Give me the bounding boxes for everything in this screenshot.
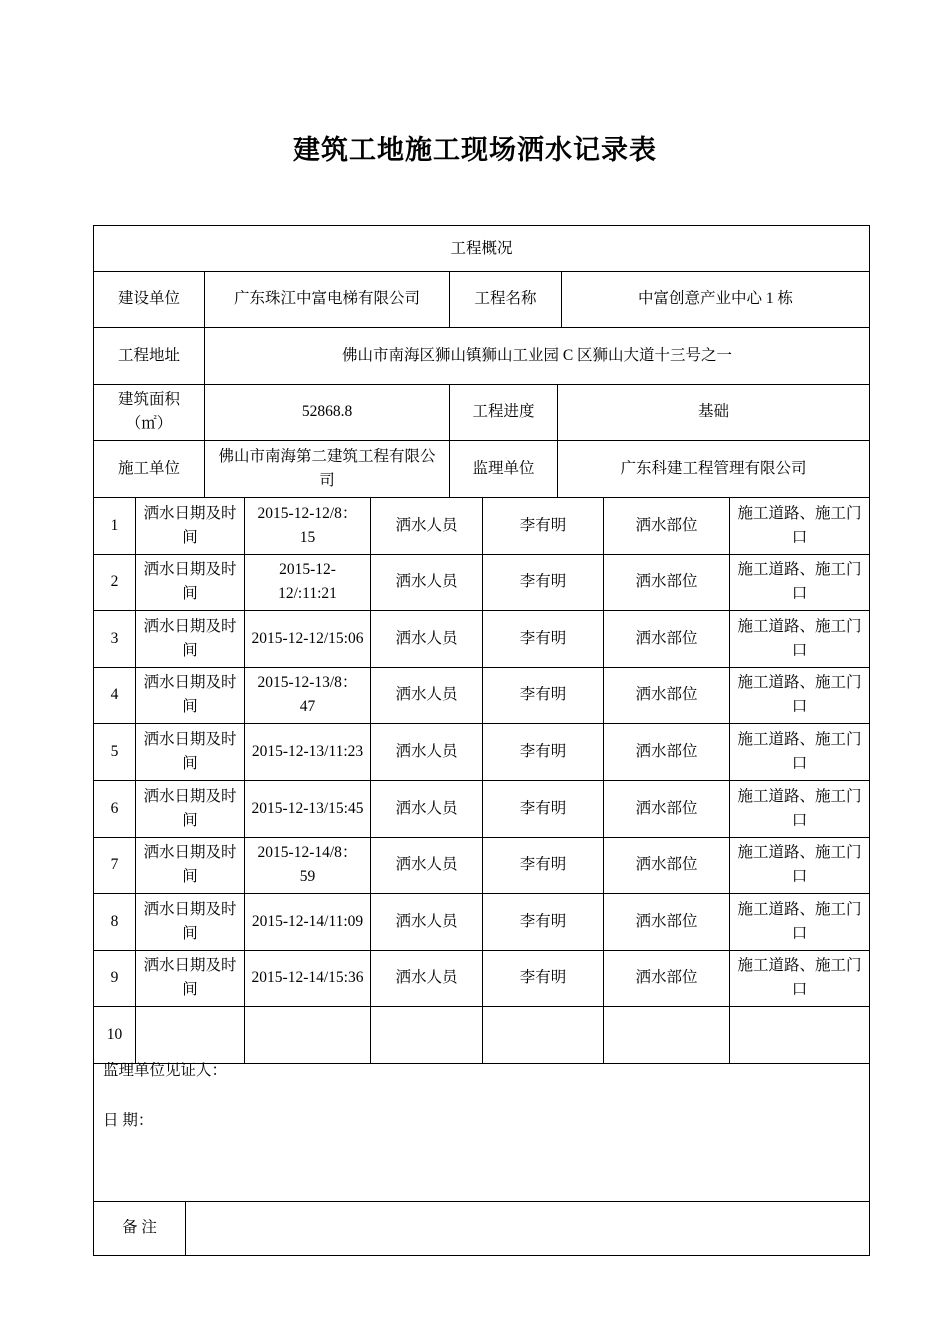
area-value: 52868.8 bbox=[301, 403, 353, 420]
date-label: 洒水日期及时间 bbox=[143, 844, 237, 885]
remarks-value bbox=[186, 1201, 869, 1255]
record-number: 4 bbox=[110, 686, 119, 703]
supervisor-value: 广东科建工程管理有限公司 bbox=[620, 459, 807, 477]
record-area: 施工道路、施工门口 bbox=[737, 674, 862, 715]
record-area: 施工道路、施工门口 bbox=[737, 617, 862, 659]
record-datetime: 2015-12-13/11:23 bbox=[251, 742, 364, 760]
overview-header: 工程概况 bbox=[450, 239, 513, 257]
person-label: 洒水人员 bbox=[395, 856, 458, 873]
area-label: 洒水部位 bbox=[635, 969, 698, 986]
person-label: 洒水人员 bbox=[395, 969, 458, 986]
builder-value: 广东珠江中富电梯有限公司 bbox=[233, 290, 420, 307]
record-person: 李有明 bbox=[519, 742, 567, 760]
area-label: 洒水部位 bbox=[635, 799, 698, 817]
record-number: 10 bbox=[106, 1025, 123, 1043]
record-area: 施工道路、施工门口 bbox=[737, 844, 862, 885]
date-label: 洒水日期及时间 bbox=[143, 504, 237, 546]
progress-label: 工程进度 bbox=[472, 403, 535, 420]
date-label: 洒水日期及时间 bbox=[143, 957, 237, 998]
record-number: 1 bbox=[110, 516, 119, 534]
area-label bbox=[604, 1006, 729, 1063]
record-person: 李有明 bbox=[519, 856, 567, 873]
person-label: 洒水人员 bbox=[395, 573, 458, 590]
address-value: 佛山市南海区狮山镇狮山工业园 C 区狮山大道十三号之一 bbox=[341, 346, 733, 364]
contractor-value: 佛山市南海第二建筑工程有限公司 bbox=[218, 447, 436, 489]
record-datetime: 2015-12-13/8：47 bbox=[257, 674, 358, 715]
record-person: 李有明 bbox=[519, 912, 567, 930]
witness-label: 监理单位见证人： bbox=[103, 1062, 228, 1079]
area-label: 洒水部位 bbox=[635, 912, 698, 930]
project-name-value: 中富创意产业中心 1 栋 bbox=[637, 290, 793, 307]
person-label: 洒水人员 bbox=[395, 742, 458, 760]
record-area: 施工道路、施工门口 bbox=[737, 900, 862, 942]
area-label: 洒水部位 bbox=[635, 686, 698, 703]
record-area: 施工道路、施工门口 bbox=[737, 561, 862, 602]
record-datetime: 2015-12-14/11:09 bbox=[251, 912, 364, 930]
record-number: 7 bbox=[110, 856, 119, 873]
record-area: 施工道路、施工门口 bbox=[737, 957, 862, 998]
record-datetime: 2015-12-12/:11:21 bbox=[278, 561, 337, 602]
record-number: 6 bbox=[110, 799, 119, 817]
record-area: 施工道路、施工门口 bbox=[737, 787, 862, 829]
project-name-label: 工程名称 bbox=[474, 290, 537, 307]
progress-value: 基础 bbox=[697, 403, 729, 420]
date-label bbox=[136, 1006, 244, 1063]
record-person: 李有明 bbox=[519, 799, 567, 817]
record-number: 3 bbox=[110, 629, 119, 647]
area-label: 建筑面积（㎡） bbox=[117, 391, 180, 432]
builder-label: 建设单位 bbox=[117, 290, 180, 307]
remarks-label: 备 注 bbox=[122, 1219, 157, 1236]
record-number: 8 bbox=[110, 912, 119, 930]
address-label: 工程地址 bbox=[117, 346, 180, 364]
record-table bbox=[93, 225, 870, 1256]
page-title: 建筑工地施工现场洒水记录表 bbox=[293, 135, 657, 166]
record-datetime: 2015-12-12/8：15 bbox=[257, 504, 358, 546]
record-area bbox=[730, 1006, 869, 1063]
record-person: 李有明 bbox=[519, 629, 567, 647]
area-label: 洒水部位 bbox=[635, 629, 698, 647]
person-label: 洒水人员 bbox=[395, 799, 458, 817]
record-number: 5 bbox=[110, 742, 119, 760]
contractor-label: 施工单位 bbox=[117, 459, 180, 477]
date-label: 洒水日期及时间 bbox=[143, 900, 237, 942]
supervisor-label: 监理单位 bbox=[472, 459, 535, 477]
record-person bbox=[483, 1006, 603, 1063]
record-number: 9 bbox=[110, 969, 119, 986]
date-label: 洒水日期及时间 bbox=[143, 561, 237, 602]
record-datetime: 2015-12-13/15:45 bbox=[251, 799, 364, 817]
record-datetime: 2015-12-14/15:36 bbox=[251, 969, 364, 986]
person-label: 洒水人员 bbox=[395, 629, 458, 647]
record-person: 李有明 bbox=[519, 573, 567, 590]
record-datetime bbox=[245, 1006, 370, 1063]
record-datetime: 2015-12-12/15:06 bbox=[251, 629, 364, 647]
person-label: 洒水人员 bbox=[395, 912, 458, 930]
date-label: 洒水日期及时间 bbox=[143, 674, 237, 715]
record-datetime: 2015-12-14/8：59 bbox=[257, 844, 358, 885]
area-label: 洒水部位 bbox=[635, 742, 698, 760]
date-label: 洒水日期及时间 bbox=[143, 787, 237, 829]
person-label bbox=[371, 1006, 482, 1063]
person-label: 洒水人员 bbox=[395, 686, 458, 703]
date-label: 日 期： bbox=[103, 1112, 154, 1129]
area-label: 洒水部位 bbox=[635, 856, 698, 873]
record-person: 李有明 bbox=[519, 969, 567, 986]
record-area: 施工道路、施工门口 bbox=[737, 730, 862, 772]
date-label: 洒水日期及时间 bbox=[143, 730, 237, 772]
area-label: 洒水部位 bbox=[635, 573, 698, 590]
record-person: 李有明 bbox=[519, 516, 567, 534]
area-label: 洒水部位 bbox=[635, 516, 698, 534]
person-label: 洒水人员 bbox=[395, 516, 458, 534]
record-person: 李有明 bbox=[519, 686, 567, 703]
date-label: 洒水日期及时间 bbox=[143, 617, 237, 659]
record-number: 2 bbox=[110, 573, 119, 590]
record-area: 施工道路、施工门口 bbox=[737, 504, 862, 546]
